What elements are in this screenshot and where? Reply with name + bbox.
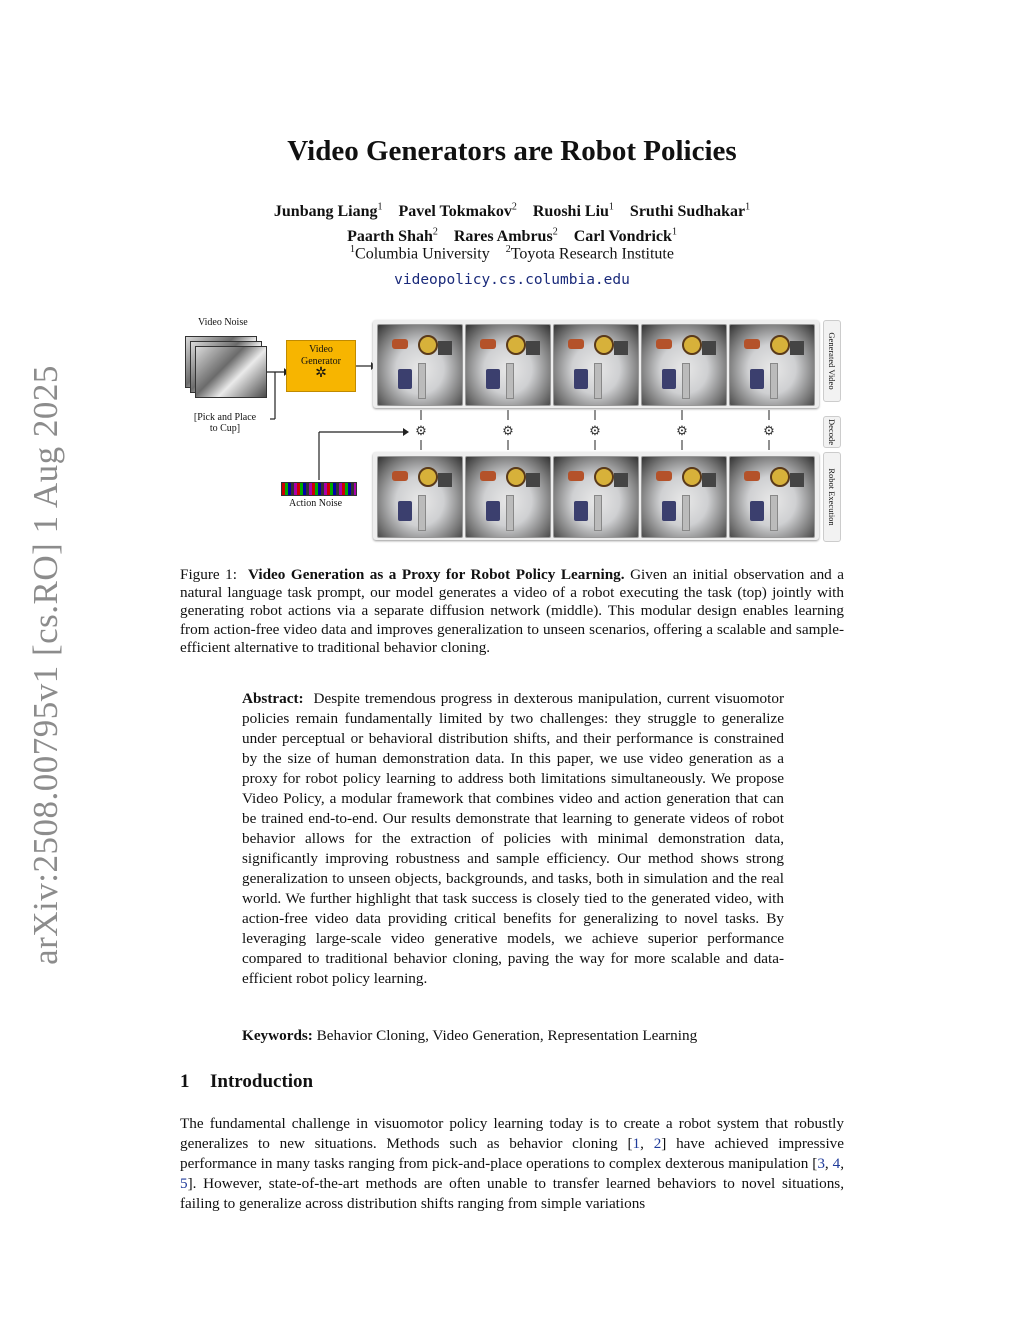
affiliations: $^1$Columbia University $^2$Toyota Research Institute <box>350 244 674 263</box>
author: Paarth Shah$^2$ <box>347 226 438 245</box>
citation-link[interactable]: 4 <box>832 1155 841 1172</box>
author-line-1 <box>0 198 1024 222</box>
execution-frame <box>465 456 551 538</box>
task-prompt-label: [Pick and Place to Cup] <box>193 412 257 434</box>
network-icon: ✲ <box>315 366 327 381</box>
author: Sruthi Sudhakar$^1$ <box>629 202 751 221</box>
arxiv-identifier: arXiv:2508.00795v1 [cs.RO] 1 Aug 2025 <box>26 365 65 965</box>
author: Ruoshi Liu$^1$ <box>532 202 614 221</box>
execution-frame <box>553 456 639 538</box>
project-url[interactable]: videopolicy.cs.columbia.edu <box>394 272 630 288</box>
execution-frame <box>377 456 463 538</box>
video-generator-box: Video Generator ✲ <box>286 340 356 392</box>
tab-generated-video: Generated Video <box>823 320 841 402</box>
video-frame <box>729 324 815 406</box>
author-line-2 <box>0 222 1024 246</box>
execution-frame <box>729 456 815 538</box>
video-frame <box>377 324 463 406</box>
video-frame <box>553 324 639 406</box>
section-heading: 1 Introduction <box>180 1071 314 1092</box>
author: Pavel Tokmakov$^2$ <box>398 202 517 221</box>
execution-frame <box>641 456 727 538</box>
author: Junbang Liang$^1$ <box>273 202 383 221</box>
action-noise-label: Action Noise <box>289 498 343 509</box>
generated-video-row <box>373 320 819 408</box>
video-noise-label: Video Noise <box>198 317 248 328</box>
citation-link[interactable]: 2 <box>653 1135 662 1152</box>
citation-link[interactable]: 5 <box>180 1175 188 1192</box>
abstract: Abstract: Despite tremendous progress in dexterous manipulation, current visuomotor policies remain fundamentally limited by two challenges: they struggle to generalize under perceptual or behavioral distribution shifts, and their performance is constrained by the size of human demonstration data. In this paper, we use video generation as a proxy for robot policy learning to address both limitations simultaneously. We propose Video Policy, a modular framework that combines video and action generation that can be trained end-to-end. Our results demonstrate that learning to generate videos of robot behavior allows for the extraction of policies with minimal demonstration data, significantly improving robustness and sample efficiency. Our method shows strong generalization to unseen objects, backgrounds, and tasks, both in simulation and the real world. We further highlight that task success is closely tied to the generated video, with action-free video data providing critical benefits for generalizing to novel tasks. By leveraging large-scale video generative models, we achieve superior performance compared to traditional behavior cloning, paving the way for more scalable and data-efficient robot policy learning. <box>242 690 784 987</box>
citation-link[interactable]: 3 <box>817 1155 825 1172</box>
keywords: Keywords: Behavior Cloning, Video Generation, Representation Learning <box>242 1027 698 1044</box>
figure-caption: Figure 1: Video Generation as a Proxy for Robot Policy Learning. Given an initial observation and a natural language task prompt, our model generates a video of a robot executing the task (top) jointly with generating robot actions via a separate diffusion network (middle). This modular design enables learning from action-free video data and improves generalization to unseen scenarios, offering a scalable and sample-efficient alternative to traditional behavior cloning. <box>180 566 845 656</box>
author-list <box>0 198 1024 247</box>
tab-robot-execution: Robot Execution <box>823 452 841 542</box>
intro-paragraph: The fundamental challenge in visuomotor policy learning today is to create a robot system that robustly generalizes to new situations. Methods such as behavior cloning [1, 2] have achieved impressive performance in many tasks ranging from pick-and-place operations to complex dexterous manipulation [3, 4, 5]. However, state-of-the-art methods are often unable to transfer learned behaviors to novel situations, failing to generalize across distribution shifts ranging from simple variations <box>180 1115 845 1212</box>
video-frame <box>641 324 727 406</box>
robot-arm-icon: ⚙ <box>502 423 514 438</box>
action-noise-strip <box>281 482 357 496</box>
author: Carl Vondrick$^1$ <box>573 226 677 245</box>
figure-1 <box>183 312 843 547</box>
citation-link[interactable]: 1 <box>632 1135 641 1152</box>
robot-arm-icon: ⚙ <box>415 423 427 438</box>
video-frame <box>465 324 551 406</box>
robot-execution-row <box>373 452 819 540</box>
author: Rares Ambrus$^2$ <box>453 226 558 245</box>
tab-decode: Decode <box>823 416 841 448</box>
robot-arm-icon: ⚙ <box>589 423 601 438</box>
robot-arm-icon: ⚙ <box>676 423 688 438</box>
robot-arm-icon: ⚙ <box>763 423 775 438</box>
paper-title: Video Generators are Robot Policies <box>287 135 737 167</box>
